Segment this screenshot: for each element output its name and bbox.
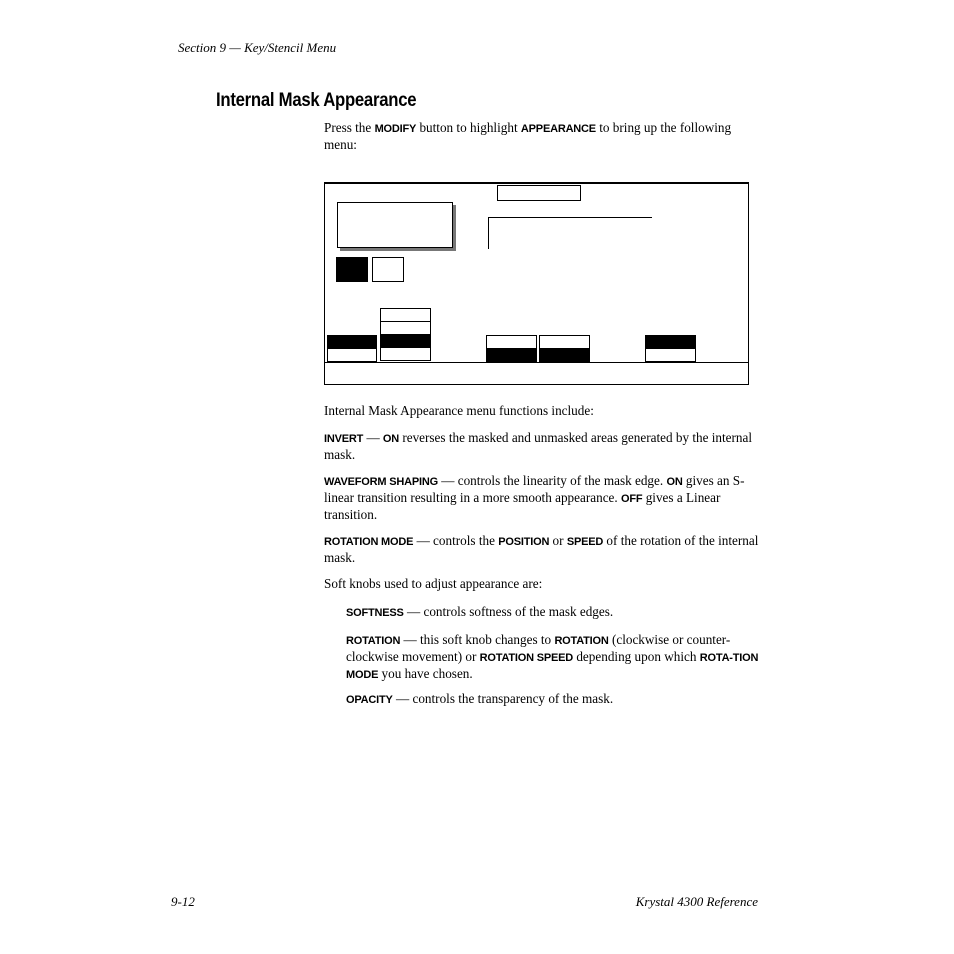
section-title: Internal Mask Appearance [216, 90, 417, 111]
rotation-paragraph: ROTATION — this soft knob changes to ROTATION (clockwise or counter-clockwise movement) or ROTATION SPEED depending upon which ROTA-TION MODE you have chosen. [346, 632, 759, 681]
menu-invert-off [327, 348, 377, 362]
menu-title-box [497, 185, 581, 201]
opacity-paragraph: OPACITY — controls the transparency of the mask. [346, 691, 614, 706]
menu-rotation-option-mid [380, 321, 431, 335]
menu-waveform-on [486, 335, 537, 349]
page-number: 9-12 [171, 894, 195, 909]
menu-rotation-option-top [380, 308, 431, 322]
invert-paragraph: INVERT — ON reverses the masked and unmasked areas generated by the internal mask. [324, 430, 753, 462]
menu-info-panel [337, 202, 453, 248]
menu-graph-left-line [488, 217, 489, 249]
functions-intro: Internal Mask Appearance menu functions include: [324, 403, 594, 418]
menu-invert-on [327, 335, 377, 349]
menu-rotation-option-selected [380, 334, 431, 348]
menu-mode-off [539, 348, 590, 362]
menu-appearance-on [645, 335, 696, 349]
rotation-mode-paragraph: ROTATION MODE — controls the POSITION or SPEED of the rotation of the internal mask. [324, 533, 759, 565]
menu-selected-indicator [336, 257, 368, 282]
menu-status-divider [325, 362, 748, 363]
running-header: Section 9 — Key/Stencil Menu [178, 40, 337, 55]
intro-paragraph: Press the MODIFY button to highlight APPEARANCE to bring up the following menu: [324, 120, 732, 152]
menu-appearance-off [645, 348, 696, 362]
menu-graph-top-line [488, 217, 652, 218]
menu-waveform-off [486, 348, 537, 362]
menu-unselected-indicator [372, 257, 404, 282]
knobs-intro: Soft knobs used to adjust appearance are: [324, 576, 543, 591]
menu-diagram [324, 182, 749, 385]
waveform-paragraph: WAVEFORM SHAPING — controls the linearity of the mask edge. ON gives an S-linear transition resulting in a more smooth appearance. OFF gives a Linear transition. [324, 473, 745, 522]
softness-paragraph: SOFTNESS — controls softness of the mask edges. [346, 604, 614, 619]
book-title: Krystal 4300 Reference [635, 894, 758, 909]
menu-rotation-option-bottom [380, 347, 431, 361]
menu-mode-on [539, 335, 590, 349]
